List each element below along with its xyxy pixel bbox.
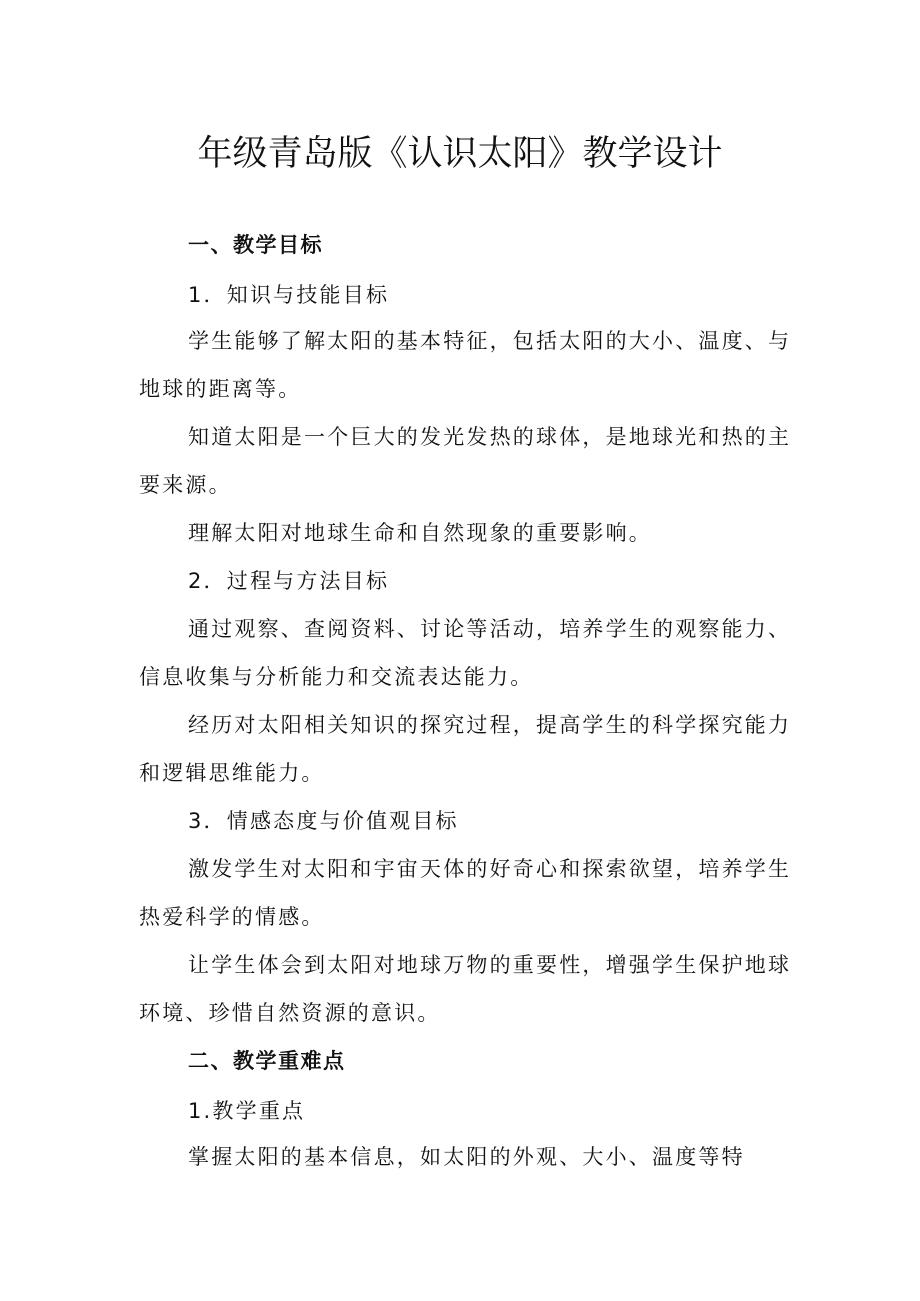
paragraph-line: 知道太阳是一个巨大的发光发热的球体，是地球光和热的主 <box>188 425 792 449</box>
subheading-teaching-focus: 1.教学重点 <box>188 1099 306 1123</box>
section-heading-teaching-goals: 一、教学目标 <box>188 233 323 257</box>
section-heading-key-difficult-points: 二、教学重难点 <box>188 1049 346 1073</box>
paragraph-line: 经历对太阳相关知识的探究过程，提高学生的科学探究能力 <box>188 713 792 737</box>
paragraph-line: 信息收集与分析能力和交流表达能力。 <box>139 665 534 689</box>
paragraph-line: 激发学生对太阳和宇宙天体的好奇心和探索欲望，培养学生 <box>188 857 792 881</box>
paragraph-line: 让学生体会到太阳对地球万物的重要性，增强学生保护地球 <box>188 953 792 977</box>
subheading-attitudes-values: 3．情感态度与价值观目标 <box>188 809 459 833</box>
document-title: 年级青岛版《认识太阳》教学设计 <box>197 134 723 174</box>
subheading-knowledge-skills: 1．知识与技能目标 <box>188 283 390 307</box>
paragraph-line: 学生能够了解太阳的基本特征，包括太阳的大小、温度、与 <box>188 329 792 353</box>
paragraph-line: 通过观察、查阅资料、讨论等活动，培养学生的观察能力、 <box>188 617 792 641</box>
paragraph-line: 地球的距离等。 <box>139 377 302 401</box>
subheading-process-methods: 2．过程与方法目标 <box>188 569 390 593</box>
paragraph-line: 要来源。 <box>139 473 232 497</box>
paragraph-line: 理解太阳对地球生命和自然现象的重要影响。 <box>188 521 652 545</box>
paragraph-line: 掌握太阳的基本信息，如太阳的外观、大小、温度等特 <box>188 1145 745 1169</box>
paragraph-line: 和逻辑思维能力。 <box>139 761 325 785</box>
paragraph-line: 环境、珍惜自然资源的意识。 <box>139 1001 441 1025</box>
paragraph-line: 热爱科学的情感。 <box>139 905 325 929</box>
